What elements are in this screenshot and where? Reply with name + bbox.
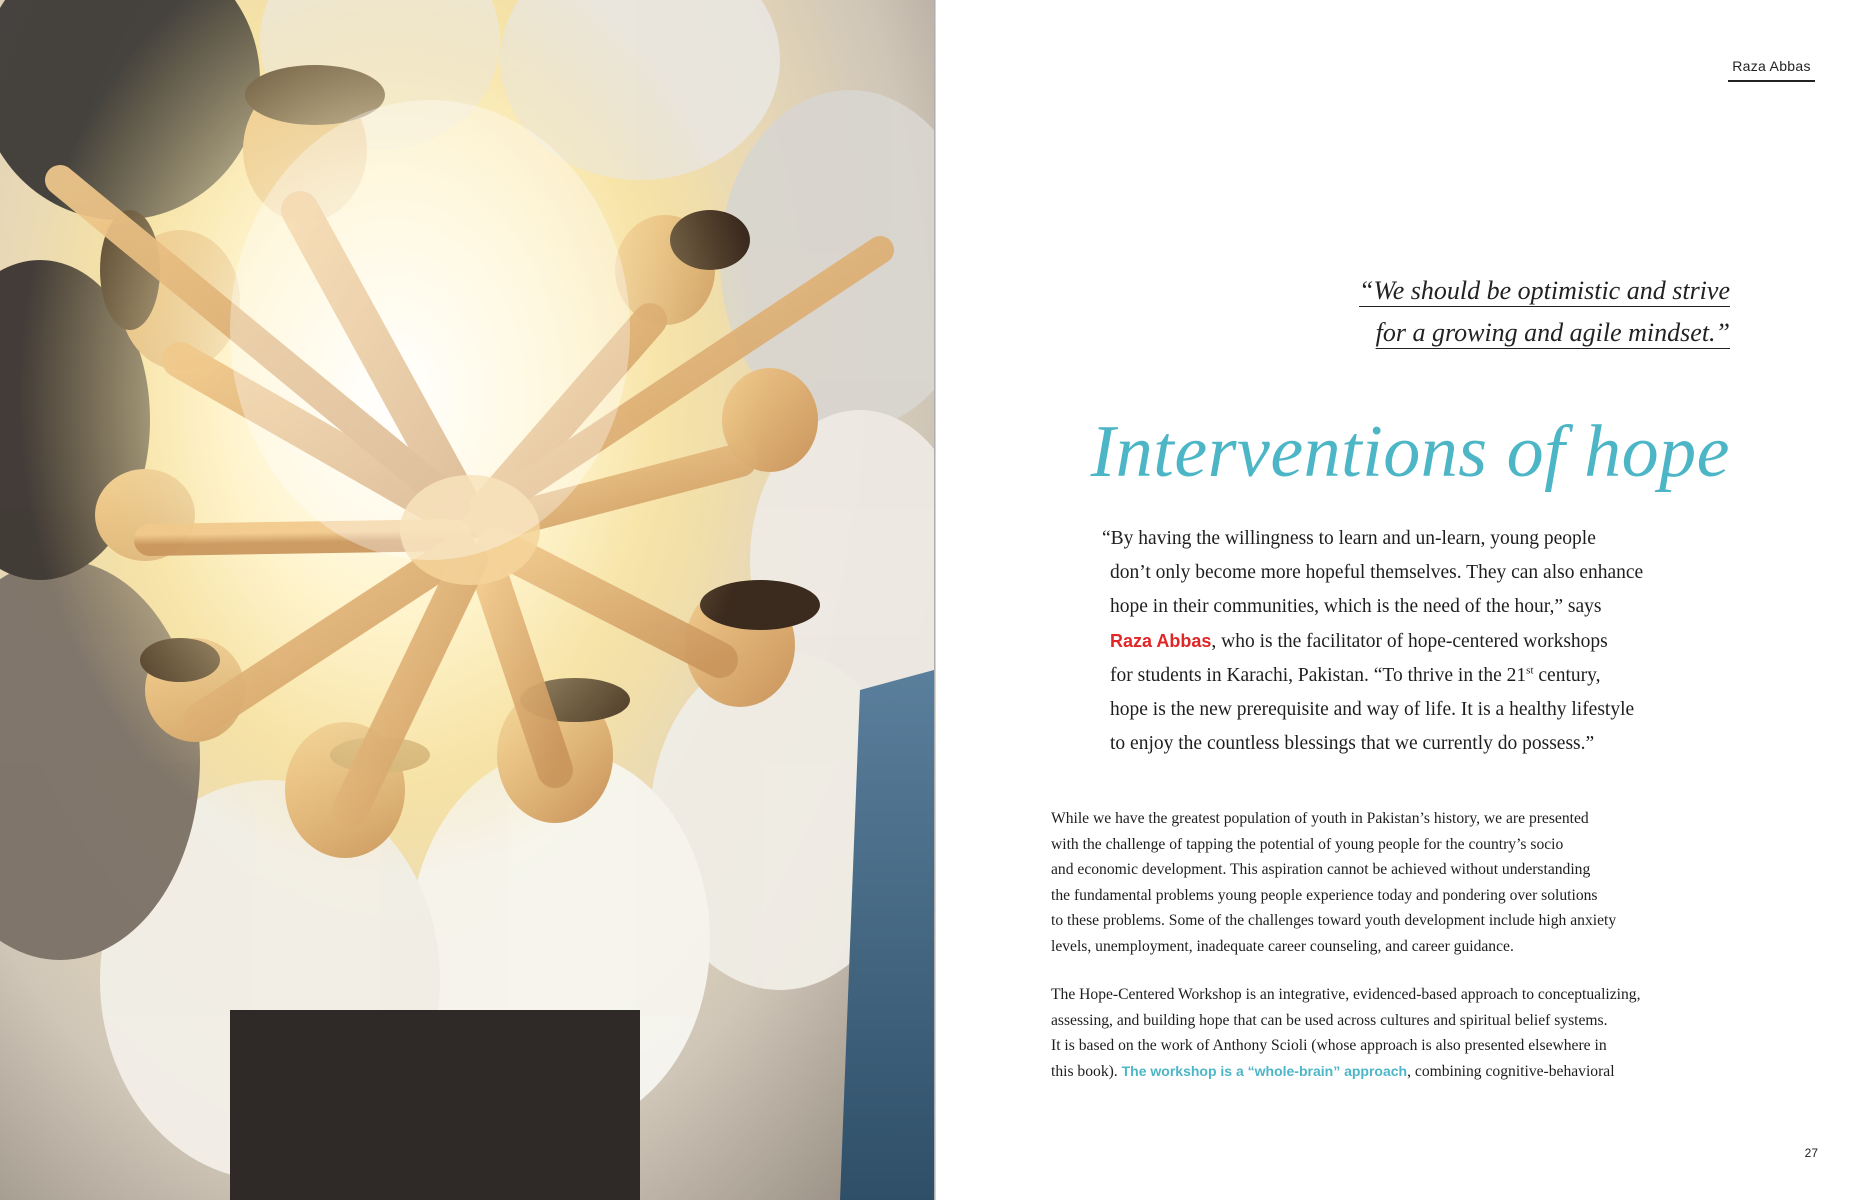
lead-quote-line: don’t only become more hopeful themselves. They can also enhance [1110,562,1644,583]
article-title: Interventions of hope [1090,411,1730,493]
body-text: this book). [1051,1062,1122,1080]
body-line [1051,1059,1741,1085]
lead-quote-line: hope in their communities, which is the need of the hour,” says [1110,596,1602,617]
group-hands-photo [0,0,934,1200]
page-gutter [934,0,936,1200]
cover-photo [0,0,934,1200]
running-head: Raza Abbas [1728,58,1815,82]
page-number: 27 [1804,1146,1818,1160]
lead-quote-text: century, [1533,665,1601,686]
pull-quote-line-2: for a growing and agile mindset.” [1375,318,1730,347]
lead-quote-line: “By having the willingness to learn and un-learn, young people [1102,528,1596,549]
body-paragraph-1 [1051,806,1741,959]
body-line: the fundamental problems young people experience today and pondering over solutions [1051,886,1598,904]
lead-quote [1102,522,1732,761]
body-line: While we have the greatest population of youth in Pakistan’s history, we are presented [1051,810,1589,827]
speaker-name: Raza Abbas [1110,631,1212,651]
lead-quote-text: , who is the facilitator of hope-centered workshops [1211,631,1608,652]
lead-quote-text: for students in Karachi, Pakistan. “To thrive in the 21 [1110,665,1527,686]
ordinal-suffix: st [1526,664,1534,677]
pull-quote-line-1: “We should be optimistic and strive [1359,276,1730,305]
body-line: to these problems. Some of the challenges toward youth development include high anxiety [1051,912,1617,929]
lead-quote-line: to enjoy the countless blessings that we currently do possess.” [1110,733,1595,754]
body-line: and economic development. This aspiration cannot be achieved without understanding [1051,861,1591,878]
lead-quote-line [1102,659,1732,693]
body-line: assessing, and building hope that can be used across cultures and spiritual belief systems. [1051,1011,1608,1029]
body-line: It is based on the work of Anthony Scioli (whose approach is also presented elsewhere in [1051,1037,1607,1054]
lead-quote-line: hope is the new prerequisite and way of life. It is a healthy lifestyle [1110,699,1635,720]
body-line: The Hope-Centered Workshop is an integrative, evidenced-based approach to conceptualizing, [1051,986,1641,1003]
highlighted-phrase: The workshop is a “whole-brain” approach [1121,1062,1408,1079]
lead-quote-line [1102,624,1732,659]
body-text: , combining cognitive-behavioral [1407,1062,1615,1080]
body-line: with the challenge of tapping the potential of young people for the country’s socio [1051,835,1564,853]
body-paragraph-2 [1051,982,1741,1084]
body-line: levels, unemployment, inadequate career counseling, and career guidance. [1051,937,1514,955]
pull-quote [1300,270,1730,354]
